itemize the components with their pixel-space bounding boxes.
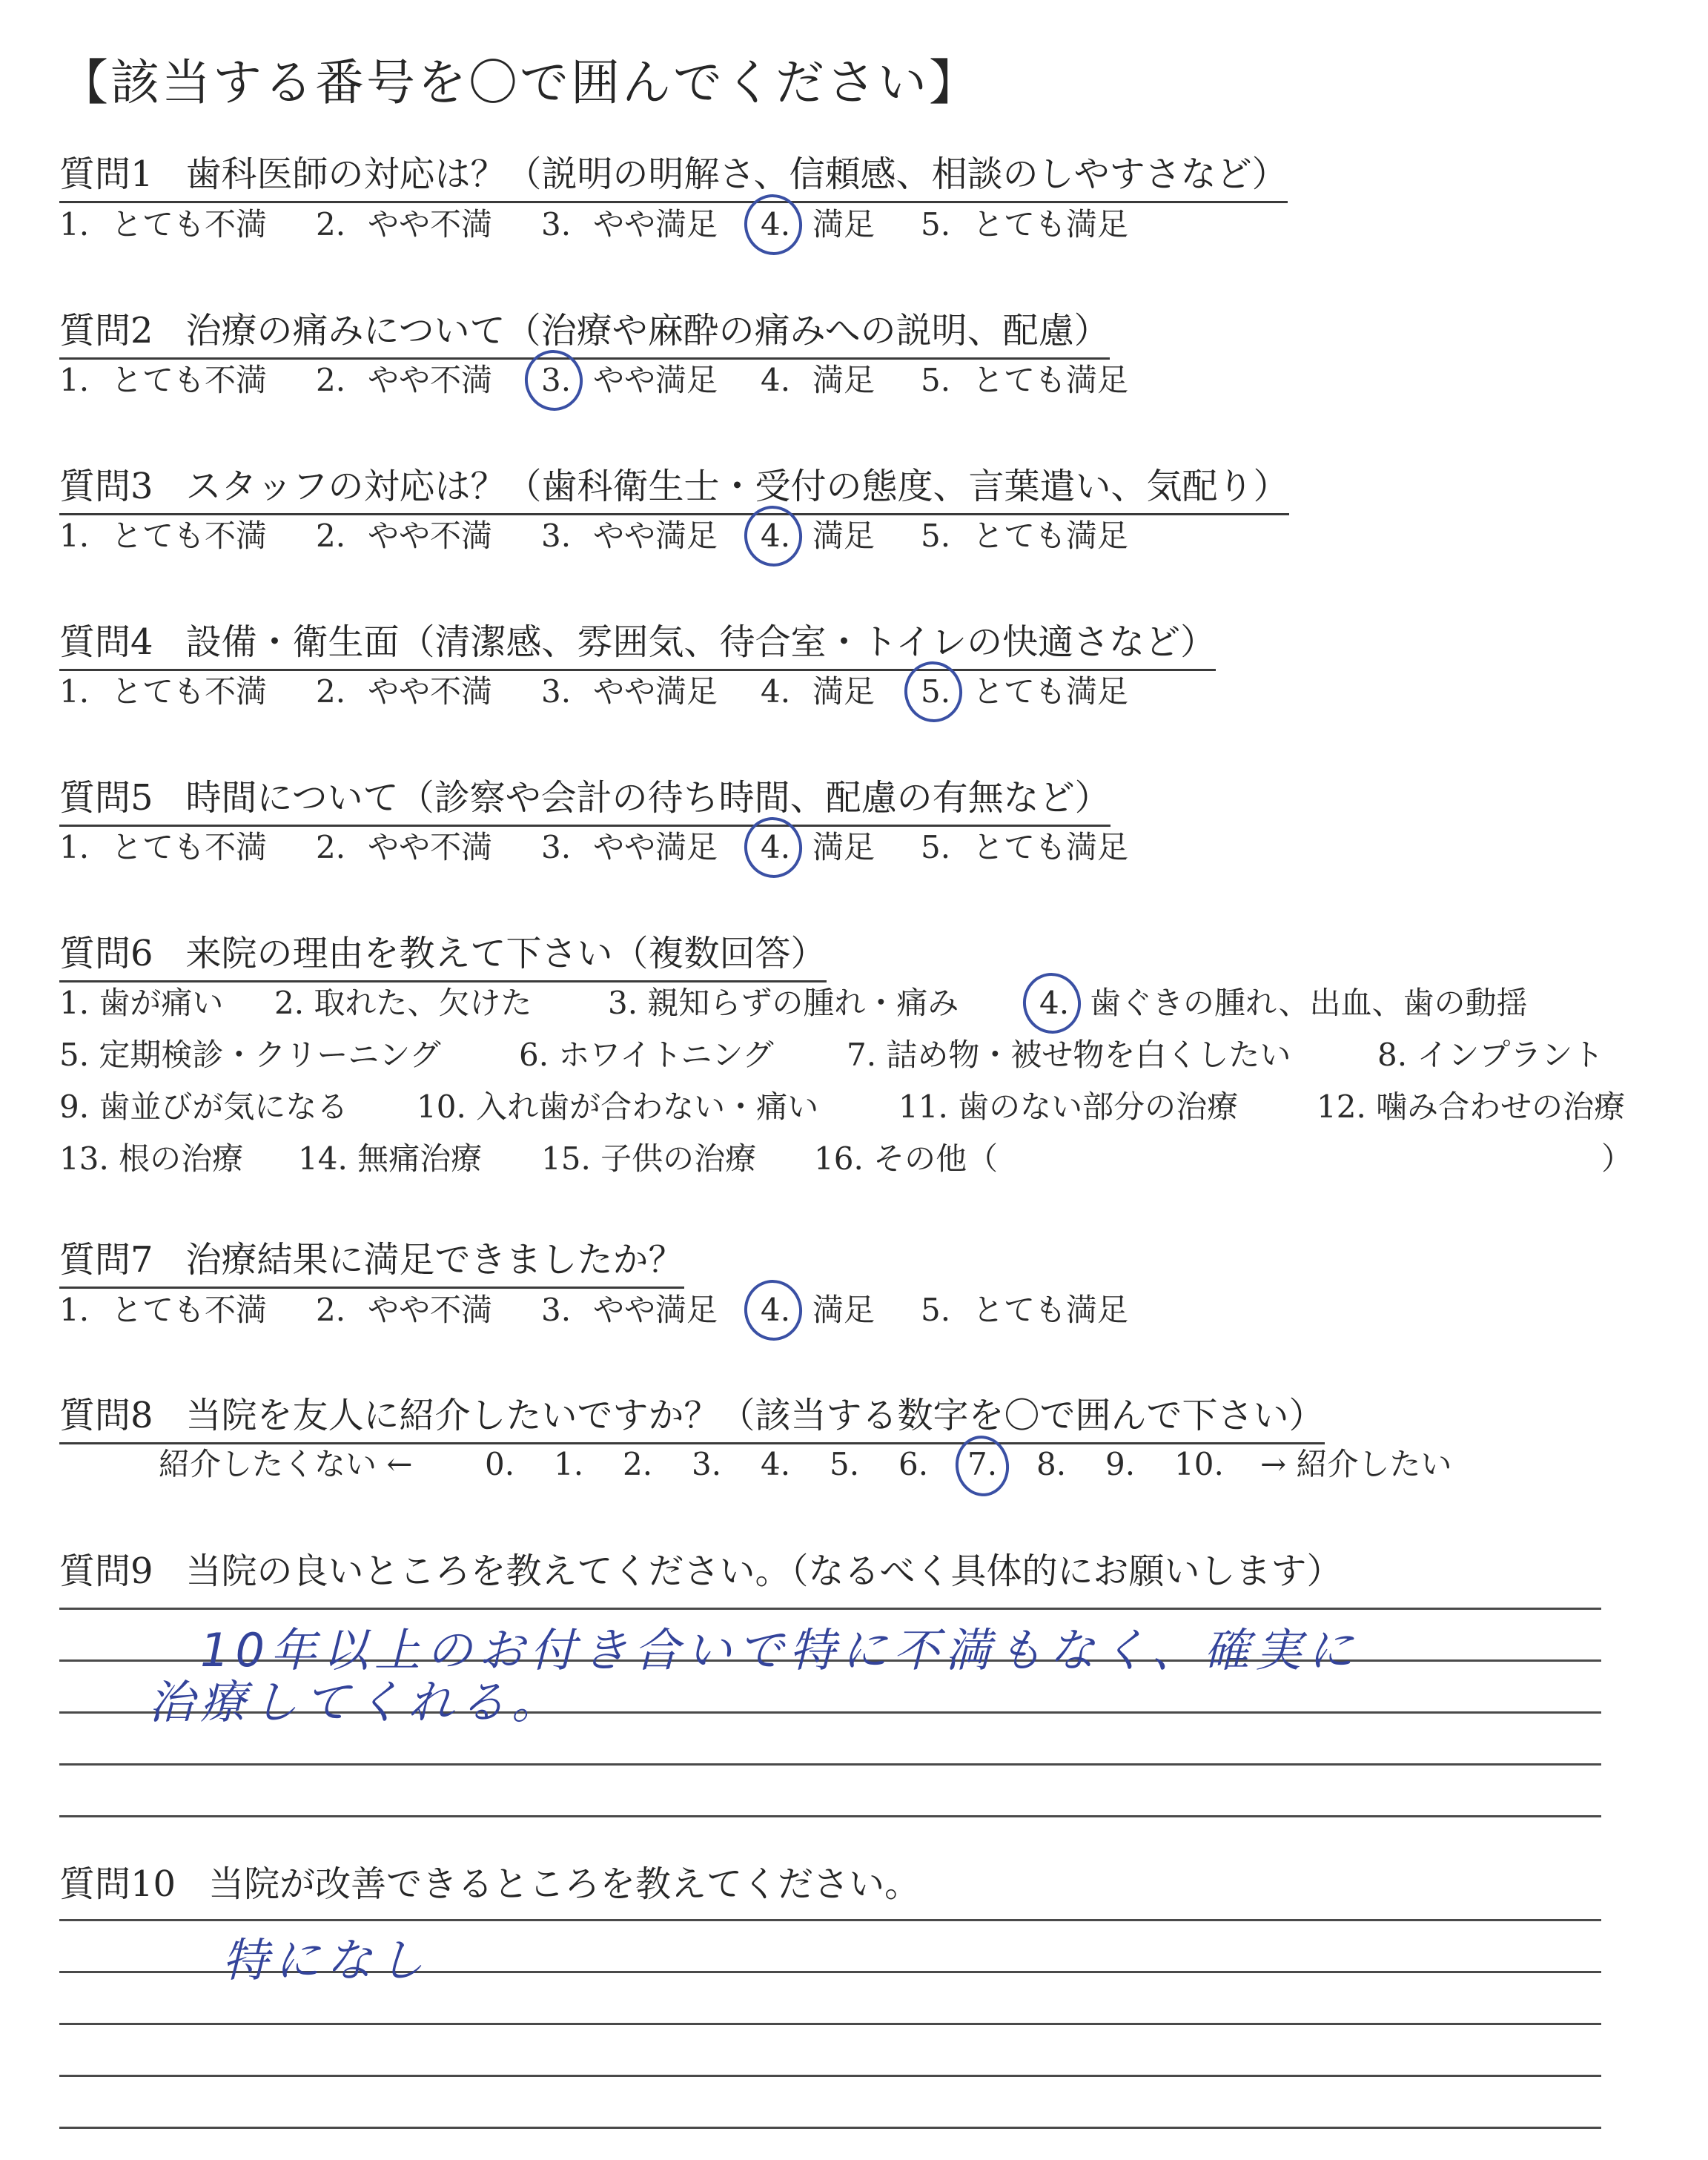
scale-number: 2. (316, 829, 346, 865)
scale-label: 満足 (812, 518, 875, 554)
score-number: 8. (1036, 1446, 1067, 1482)
scale-option-number (316, 1284, 365, 1336)
question-1-number: 質問1 (59, 153, 153, 195)
question-2-number: 質問2 (59, 310, 153, 351)
scale-option-number (59, 1284, 108, 1336)
scale-option-label (111, 354, 267, 406)
scale-option-label (973, 1284, 1128, 1336)
scale-option-label (111, 822, 267, 873)
scale-option-number (59, 822, 108, 873)
scale-option-label (593, 199, 718, 251)
scale-label: 満足 (812, 673, 875, 710)
scale-label: 満足 (812, 362, 875, 398)
question-9-text: 当院の良いところを教えてください。（なるべく具体的にお願いします） (185, 1550, 1343, 1592)
scale-option-number (921, 666, 970, 718)
scale-label: とても不満 (111, 829, 268, 865)
scale-option-label (812, 354, 875, 406)
selected-option-circle: 4. (761, 822, 790, 873)
scale-label: とても不満 (111, 206, 268, 242)
scale-option-number (316, 666, 365, 718)
selected-option-circle: 3. (541, 354, 571, 406)
reason-option: 7. 詰め物・被せ物を白くしたい (847, 1037, 1291, 1073)
scale-option-number (316, 354, 365, 406)
handwritten-answer-line: 10年以上のお付き合いで特に不満もなく、確実に (200, 1623, 1360, 1677)
scale-label: とても満足 (973, 206, 1129, 242)
handwritten-answer-line: 治療してくれる。 (148, 1675, 564, 1729)
reason-option: 歯ぐきの腫れ、出血、歯の動揺 (1090, 985, 1528, 1021)
score-number: 6. (898, 1446, 929, 1482)
scale-option-number (59, 354, 108, 406)
selected-option-circle: 4. (761, 510, 790, 562)
scale-option-number (316, 199, 365, 251)
answer-line (59, 2127, 1601, 2129)
scale-option-number (316, 822, 365, 873)
scale-number: 2. (316, 206, 346, 242)
scale-number: 2. (316, 673, 346, 710)
scale-label: とても不満 (111, 673, 268, 710)
reason-option: 16. その他（ (814, 1140, 999, 1177)
score-number: 5. (830, 1446, 860, 1482)
scale-number: 2. (316, 518, 346, 554)
scale-right-label: → 紹介したい (1260, 1446, 1452, 1482)
question-4-text: 設備・衛生面（清潔感、雰囲気、待合室・トイレの快適さなど） (185, 621, 1217, 663)
scale-label: とても満足 (973, 829, 1129, 865)
scale-label: やや不満 (368, 1292, 493, 1328)
answer-line (59, 1763, 1601, 1766)
reason-option: 8. インプラント (1377, 1037, 1604, 1073)
scale-number: 3. (541, 518, 572, 554)
scale-option-number (761, 354, 810, 406)
score-option (554, 1439, 583, 1490)
scale-label: やや満足 (593, 206, 718, 242)
selected-option-circle: 5. (921, 666, 950, 718)
question-1-heading (59, 145, 1288, 203)
scale-number: 3. (541, 829, 572, 865)
question-8-text: 当院を友人に紹介したいですか？（該当する数字を〇で囲んで下さい） (185, 1395, 1325, 1436)
scale-label: とても満足 (973, 362, 1129, 398)
scale-option-number (761, 1284, 810, 1336)
question-8-scale (0, 1439, 1708, 1490)
scale-option-number (921, 1284, 970, 1336)
reason-option-close: ） (1601, 1140, 1633, 1177)
score-number: 9. (1105, 1446, 1136, 1482)
reason-option: 12. 噛み合わせの治療 (1317, 1089, 1626, 1125)
score-number: 10. (1174, 1446, 1224, 1482)
scale-number: 3. (541, 1292, 572, 1328)
scale-option-label (593, 666, 718, 718)
scale-number: 1. (59, 829, 90, 865)
question-3-number: 質問3 (59, 466, 153, 507)
scale-option-label (368, 1284, 492, 1336)
reason-option: 2. 取れた、欠けた (274, 985, 532, 1021)
scale-option-number (316, 510, 365, 562)
scale-number: 5. (921, 206, 951, 242)
scale-option-number (541, 510, 590, 562)
question-3-heading (59, 458, 1289, 515)
question-1-text: 歯科医師の対応は？（説明の明解さ、信頼感、相談のしやすさなど） (185, 153, 1288, 195)
scale-option-number (921, 199, 970, 251)
answer-line (59, 2023, 1601, 2025)
selected-score-circle: 7. (967, 1439, 997, 1490)
reason-option: 15. 子供の治療 (541, 1140, 757, 1177)
scale-number: 1. (59, 518, 90, 554)
score-option (692, 1439, 721, 1490)
question-7-number: 質問7 (59, 1239, 153, 1281)
scale-label: やや満足 (593, 362, 718, 398)
scale-option-label (368, 199, 492, 251)
scale-option-label (973, 199, 1128, 251)
question-6-number: 質問6 (59, 933, 153, 974)
selected-option-circle: 4. (761, 1284, 790, 1336)
scale-number: 3. (541, 206, 572, 242)
scale-option-label (812, 510, 875, 562)
scale-label: とても不満 (111, 1292, 268, 1328)
answer-line (59, 2075, 1601, 2077)
reason-option: 10. 入れ歯が合わない・痛い (417, 1089, 819, 1125)
answer-line (59, 1919, 1601, 1921)
question-3-text: スタッフの対応は？（歯科衛生士・受付の態度、言葉遣い、気配り） (185, 466, 1289, 507)
question-5-text: 時間について（診察や会計の待ち時間、配慮の有無など） (185, 777, 1110, 819)
scale-option-number (59, 199, 108, 251)
handwritten-answer-line: 特になし (222, 1933, 431, 1987)
reason-option: 1. 歯が痛い (59, 985, 224, 1021)
scale-label: 満足 (812, 206, 875, 242)
score-option (967, 1439, 997, 1490)
scale-option-label (812, 199, 875, 251)
scale-number: 1. (59, 673, 90, 710)
scale-option-label (973, 666, 1128, 718)
reason-option: 14. 無痛治療 (298, 1140, 483, 1177)
score-number: 0. (485, 1446, 515, 1482)
scale-option-label (368, 666, 492, 718)
score-number: 1. (554, 1446, 584, 1482)
scale-label: やや満足 (593, 673, 718, 710)
scale-option-number (541, 666, 590, 718)
score-option (1105, 1439, 1135, 1490)
scale-number: 3. (541, 673, 572, 710)
reason-option: 11. 歯のない部分の治療 (898, 1089, 1239, 1125)
question-10-heading (59, 1855, 920, 1911)
score-option (485, 1439, 514, 1490)
scale-number: 4. (761, 673, 791, 710)
scale-option-number (761, 822, 810, 873)
scale-label: やや満足 (593, 829, 718, 865)
scale-option-label (368, 822, 492, 873)
answer-line (59, 1815, 1601, 1817)
scale-label: とても満足 (973, 673, 1129, 710)
scale-label: やや不満 (368, 673, 493, 710)
question-10-text: 当院が改善できるところを教えてください。 (208, 1863, 921, 1905)
scale-number: 5. (921, 518, 951, 554)
scale-option-number (541, 354, 590, 406)
scale-option-number (921, 354, 970, 406)
scale-number: 2. (316, 362, 346, 398)
scale-label: とても不満 (111, 362, 268, 398)
scale-option-label (368, 510, 492, 562)
scale-option-number (761, 199, 810, 251)
scale-option-label (368, 354, 492, 406)
question-4-heading (59, 613, 1216, 671)
question-10-number: 質問10 (59, 1863, 176, 1905)
score-option (898, 1439, 928, 1490)
scale-label: やや不満 (368, 829, 493, 865)
scale-option-number (59, 666, 108, 718)
reason-option: 9. 歯並びが気になる (59, 1089, 348, 1125)
scale-option-label (593, 510, 718, 562)
scale-label: やや満足 (593, 518, 718, 554)
scale-option-number (921, 822, 970, 873)
score-number: 2. (623, 1446, 653, 1482)
question-8-number: 質問8 (59, 1395, 153, 1436)
scale-option-number (761, 510, 810, 562)
reason-option: 6. ホワイトニング (519, 1037, 774, 1073)
question-2-text: 治療の痛みについて（治療や麻酔の痛みへの説明、配慮） (185, 310, 1110, 351)
answer-line (59, 1608, 1601, 1610)
scale-option-label (812, 666, 875, 718)
question-2-heading (59, 302, 1110, 360)
scale-label: やや不満 (368, 362, 493, 398)
scale-option-label (812, 1284, 875, 1336)
score-option (830, 1439, 859, 1490)
score-option (761, 1439, 790, 1490)
scale-option-number (541, 822, 590, 873)
question-5-heading (59, 769, 1110, 827)
scale-option-label (812, 822, 875, 873)
score-option (1036, 1439, 1066, 1490)
scale-number: 1. (59, 206, 90, 242)
scale-label: やや不満 (368, 206, 493, 242)
scale-option-label (973, 510, 1128, 562)
scale-number: 5. (921, 362, 951, 398)
selected-option-circle: 4. (761, 199, 790, 251)
scale-number: 5. (921, 1292, 951, 1328)
scale-option-label (593, 354, 718, 406)
scale-option-label (111, 510, 267, 562)
scale-option-number (921, 510, 970, 562)
scale-option-label (973, 354, 1128, 406)
scale-option-label (111, 199, 267, 251)
scale-number: 5. (921, 829, 951, 865)
question-6-heading (59, 925, 827, 982)
question-7-text: 治療結果に満足できましたか？ (185, 1239, 684, 1281)
question-5-number: 質問5 (59, 777, 153, 819)
scale-option-label (111, 666, 267, 718)
question-6-text: 来院の理由を教えて下さい（複数回答） (185, 933, 827, 974)
scale-label: 満足 (812, 1292, 875, 1328)
scale-label: 満足 (812, 829, 875, 865)
scale-option-label (593, 822, 718, 873)
form-title: 【該当する番号を〇で囲んでください】 (59, 54, 980, 111)
scale-label: とても不満 (111, 518, 268, 554)
score-number: 3. (692, 1446, 722, 1482)
reason-option: 3. 親知らずの腫れ・痛み (608, 985, 959, 1021)
score-option (1174, 1439, 1224, 1490)
scale-label: やや不満 (368, 518, 493, 554)
reason-option-circled (1039, 977, 1088, 1029)
selected-option-circle: 4. (1039, 977, 1069, 1029)
scale-number: 1. (59, 362, 90, 398)
scale-left-label: 紹介したくない ← (159, 1446, 413, 1482)
scale-label: やや満足 (593, 1292, 718, 1328)
question-9-number: 質問9 (59, 1550, 153, 1592)
scale-number: 1. (59, 1292, 90, 1328)
scale-option-number (541, 1284, 590, 1336)
scale-option-label (973, 822, 1128, 873)
scale-option-number (59, 510, 108, 562)
reason-option: 5. 定期検診・クリーニング (59, 1037, 441, 1073)
scale-option-label (593, 1284, 718, 1336)
scale-number: 4. (761, 362, 791, 398)
question-9-heading (59, 1542, 1343, 1598)
scale-number: 2. (316, 1292, 346, 1328)
scale-option-number (761, 666, 810, 718)
score-option (623, 1439, 652, 1490)
reason-option: 13. 根の治療 (59, 1140, 244, 1177)
question-7-heading (59, 1231, 684, 1289)
question-8-heading (59, 1387, 1325, 1444)
scale-label: とても満足 (973, 1292, 1129, 1328)
score-number: 4. (761, 1446, 791, 1482)
scale-option-number (541, 199, 590, 251)
question-4-number: 質問4 (59, 621, 153, 663)
scale-label: とても満足 (973, 518, 1129, 554)
scale-option-label (111, 1284, 267, 1336)
